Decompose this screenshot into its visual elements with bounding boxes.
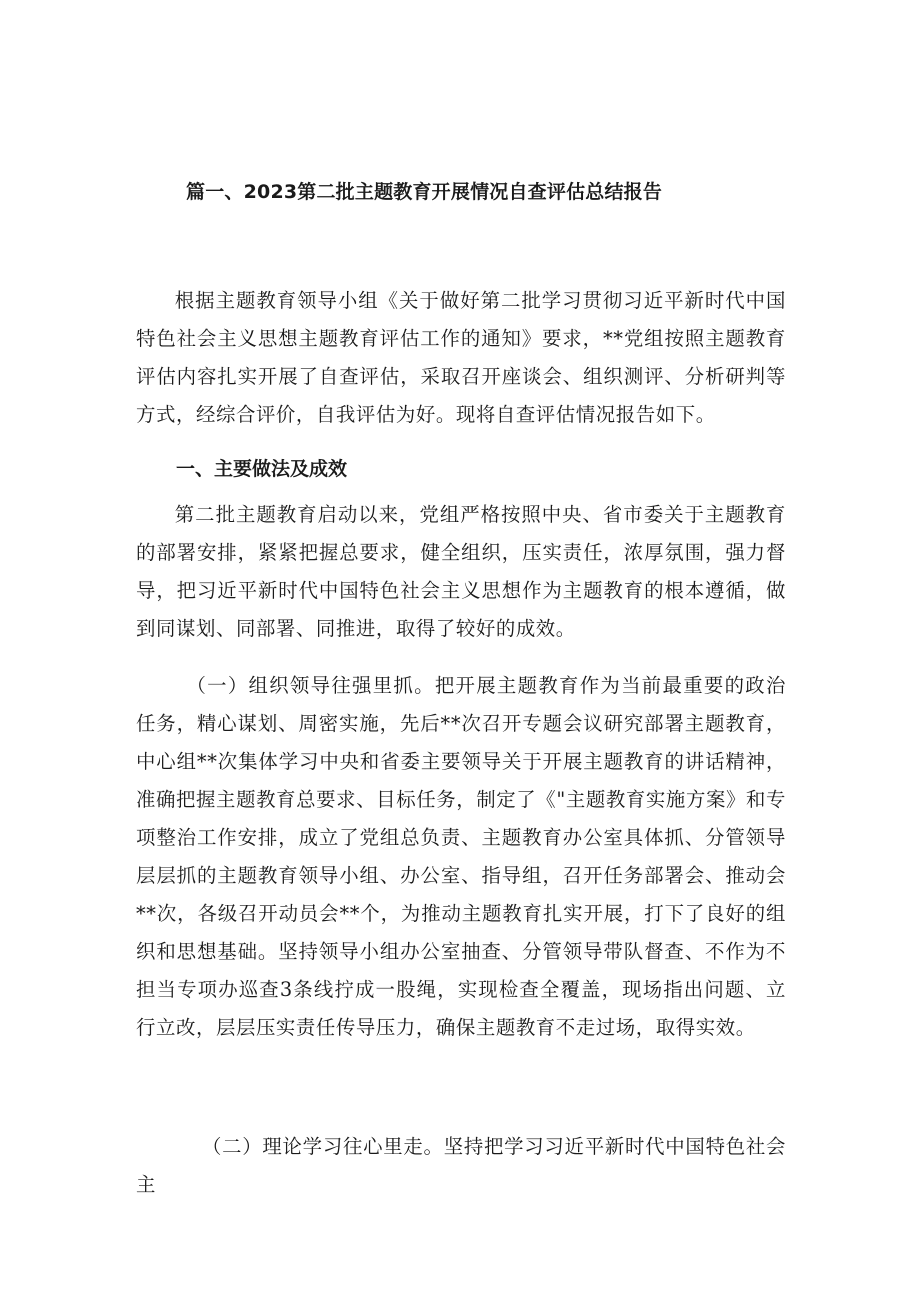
body-paragraph-overview: 第二批主题教育启动以来，党组严格按照中央、省市委关于主题教育的部署安排，紧紧把握总要求，健全组织，压实责任，浓厚氛围，强力督导，把习近平新时代中国特色社会主义思想作为主题教育的根本遵循，做到同谋划、同部署、同推进，取得了较好的成效。 [136,503,786,640]
body-paragraph-organization: （一）组织领导往强里抓。把开展主题教育作为当前最重要的政治任务，精心谋划、周密实施，先后**次召开专题会议研究部署主题教育，中心组**次集体学习中央和省委主要领导关于开展主题教育的讲话精神，准确把握主题教育总要求、目标任务，制定了《"主题教育实施方案》和专项整治工作安排，成立了党组总负责、主题教育办公室具体抓、分管领导层层抓的主题教育领导小组、办公室、指导组，召开任务部署会、推动会**次，各级召开动员会**个，为推动主题教育扎实开展，打下了良好的组织和思想基础。坚持领导小组办公室抽查、分管领导带队督查、不作为不担当专项办巡查3条线拧成一股绳，实现检查全覆盖，现场指出问题、立行立改，层层压实责任传导压力，确保主题教育不走过场，取得实效。 [136,674,786,1039]
document-title: 篇一、2023第二批主题教育开展情况自查评估总结报告 [186,181,663,203]
section-heading: 一、主要做法及成效 [176,458,348,480]
intro-paragraph: 根据主题教育领导小组《关于做好第二批学习贯彻习近平新时代中国特色社会主义思想主题教育评估工作的通知》要求，**党组按照主题教育评估内容扎实开展了自查评估，采取召开座谈会、组织测评、分析研判等方式，经综合评价，自我评估为好。现将自查评估情况报告如下。 [136,289,786,426]
body-paragraph-theory-study: （二）理论学习往心里走。坚持把学习习近平新时代中国特色社会主 [136,1135,786,1196]
